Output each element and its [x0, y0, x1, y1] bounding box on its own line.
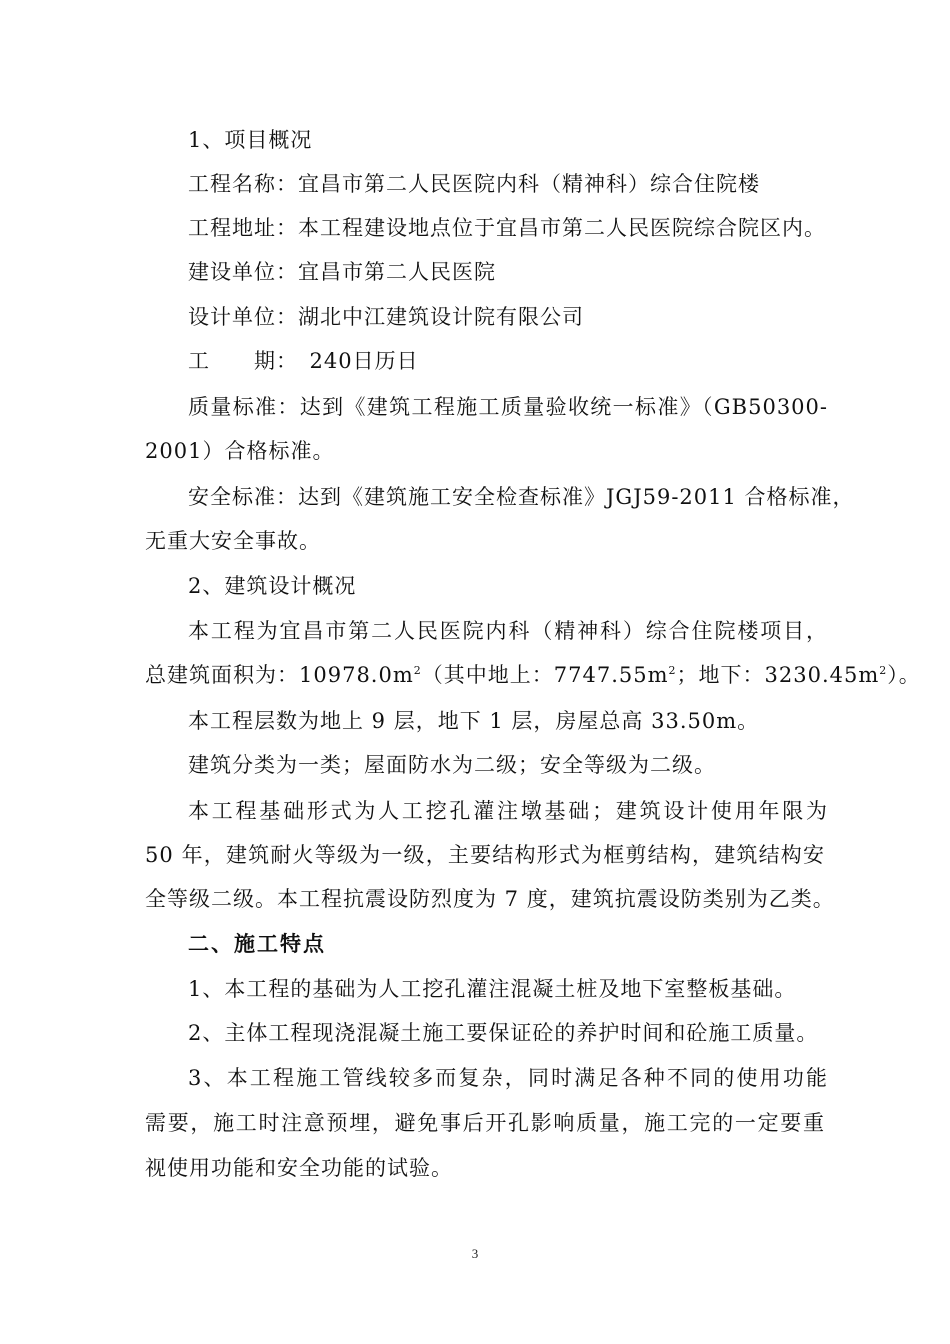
design-paragraph-1-line-1: 本工程为宜昌市第二人民医院内科（精神科）综合住院楼项目，	[188, 619, 828, 643]
design-paragraph-1-line-2: 总建筑面积为：$10978.0m^2$（其中地上：$7747.55m^2$；地下：$3230.45m^2$）。	[145, 663, 921, 687]
designer-line: 设计单位：湖北中江建筑设计院有限公司	[188, 305, 584, 329]
project-address-line: 工程地址：本工程建设地点位于宜昌市第二人民医院综合院区内。	[188, 216, 826, 240]
design-paragraph-4-line-2: 50 年，建筑耐火等级为一级，主要结构形式为框剪结构，建筑结构安	[145, 843, 825, 867]
feature-item-2: 2、主体工程现浇混凝土施工要保证砼的养护时间和砼施工质量。	[188, 1021, 819, 1045]
section-heading-design: 2、建筑设计概况	[188, 574, 357, 598]
feature-item-3-line-3: 视使用功能和安全功能的试验。	[145, 1156, 453, 1180]
feature-item-3-line-2: 需要，施工时注意预埋，避免事后开孔影响质量，施工完的一定要重	[145, 1111, 825, 1135]
project-name-line: 工程名称：宜昌市第二人民医院内科（精神科）综合住院楼	[188, 172, 760, 196]
safety-standard-line-1: 安全标准：达到《建筑施工安全检查标准》JGJ59-2011 合格标准，	[188, 485, 855, 509]
builder-line: 建设单位：宜昌市第二人民医院	[188, 260, 496, 284]
design-paragraph-2: 本工程层数为地上 9 层，地下 1 层，房屋总高 33.50m。	[188, 709, 760, 733]
page-number: 3	[471, 1246, 479, 1261]
quality-standard-line-2: 2001）合格标准。	[145, 439, 335, 463]
safety-standard-line-2: 无重大安全事故。	[145, 529, 321, 553]
design-paragraph-4-line-1: 本工程基础形式为人工挖孔灌注墩基础；建筑设计使用年限为	[188, 799, 828, 823]
feature-item-1: 1、本工程的基础为人工挖孔灌注混凝土桩及地下室整板基础。	[188, 977, 797, 1001]
section-heading-features: 二、施工特点	[188, 931, 326, 956]
design-paragraph-4-line-3: 全等级二级。本工程抗震设防烈度为 7 度，建筑抗震设防类别为乙类。	[145, 887, 835, 911]
section-heading-overview: 1、项目概况	[188, 128, 313, 152]
period-line: 工 期： 240日历日	[188, 349, 419, 373]
design-paragraph-3: 建筑分类为一类；屋面防水为二级；安全等级为二级。	[188, 753, 716, 777]
quality-standard-line-1: 质量标准：达到《建筑工程施工质量验收统一标准》（GB50300-	[188, 395, 828, 419]
feature-item-3-line-1: 3、本工程施工管线较多而复杂，同时满足各种不同的使用功能	[188, 1066, 828, 1090]
